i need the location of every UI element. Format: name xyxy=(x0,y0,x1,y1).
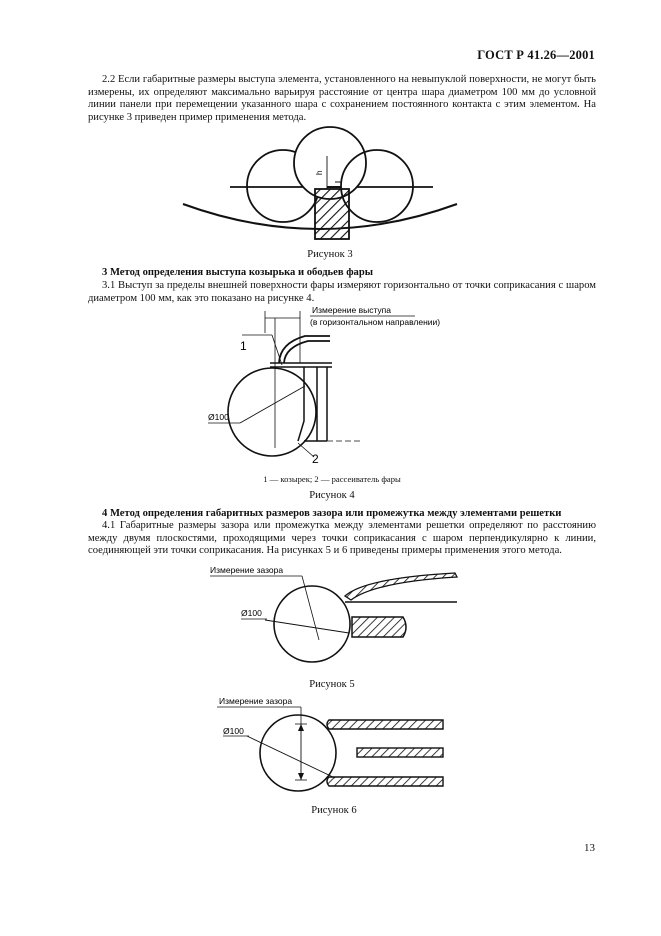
figure-4-label-measure-2: (в горизонтальном направлении) xyxy=(310,317,441,327)
figure-3-label-h: h xyxy=(315,170,324,175)
figure-6-diameter-label: Ø100 xyxy=(223,726,244,736)
page-number: 13 xyxy=(584,842,595,854)
figure-5-label-gap: Измерение зазора xyxy=(210,565,284,575)
paragraph-3-1: 3.1 Выступ за пределы внешней поверхности фары измеряют горизонтально от точки соприкасания с шаром диаметром 100 мм, как это показано на рисунке 4. xyxy=(88,280,596,304)
document-header: ГОСТ Р 41.26—2001 xyxy=(477,48,595,62)
figure-5-drawing xyxy=(205,560,475,680)
figure-4-callout-1: 1 xyxy=(240,339,247,353)
figure-4-caption: Рисунок 4 xyxy=(309,490,355,501)
figure-4-legend: 1 — козырек; 2 — рассеиватель фары xyxy=(263,474,401,484)
figure-3-caption: Рисунок 3 xyxy=(307,249,353,260)
figure-4-callout-2: 2 xyxy=(312,452,319,466)
section-3-heading: 3 Метод определения выступа козырька и ободьев фары xyxy=(102,267,374,278)
section-4-heading: 4 Метод определения габаритных размеров зазора или промежутка между элементами решетки xyxy=(102,508,562,519)
paragraph-4-1: 4.1 Габаритные размеры зазора или промежутка между элементами решетки определяют по расстоянию между двумя плоскостями, проходящими через точки соприкасания с шаром перпендикулярно к линии, соединяющей эти точки соприкасания. На рисунках 5 и 6 приведены примеры применения этого метода. xyxy=(88,520,596,557)
paragraph-2-2: 2.2 Если габаритные размеры выступа элемента, установленного на невыпуклой поверхности, не могут быть измерены, их определяют максимально варьируя расстояние от центра шара диаметром 100 мм до условной линии панели при перемещении указанного шара с сохранением постоянного контакта с этим элементом. На рисунке 3 приведен пример применения метода. xyxy=(88,74,596,123)
figure-6-drawing xyxy=(205,694,475,804)
figure-4-label-measure-1: Измерение выступа xyxy=(312,305,392,315)
figure-3-drawing xyxy=(175,126,465,242)
figure-6-caption: Рисунок 6 xyxy=(311,805,357,816)
figure-5-diameter-label: Ø100 xyxy=(241,608,262,618)
figure-4-drawing xyxy=(200,303,470,470)
figure-4-diameter-label: Ø100 xyxy=(208,412,229,422)
figure-6-label-gap: Измерение зазора xyxy=(219,696,293,706)
figure-5-caption: Рисунок 5 xyxy=(309,679,355,690)
